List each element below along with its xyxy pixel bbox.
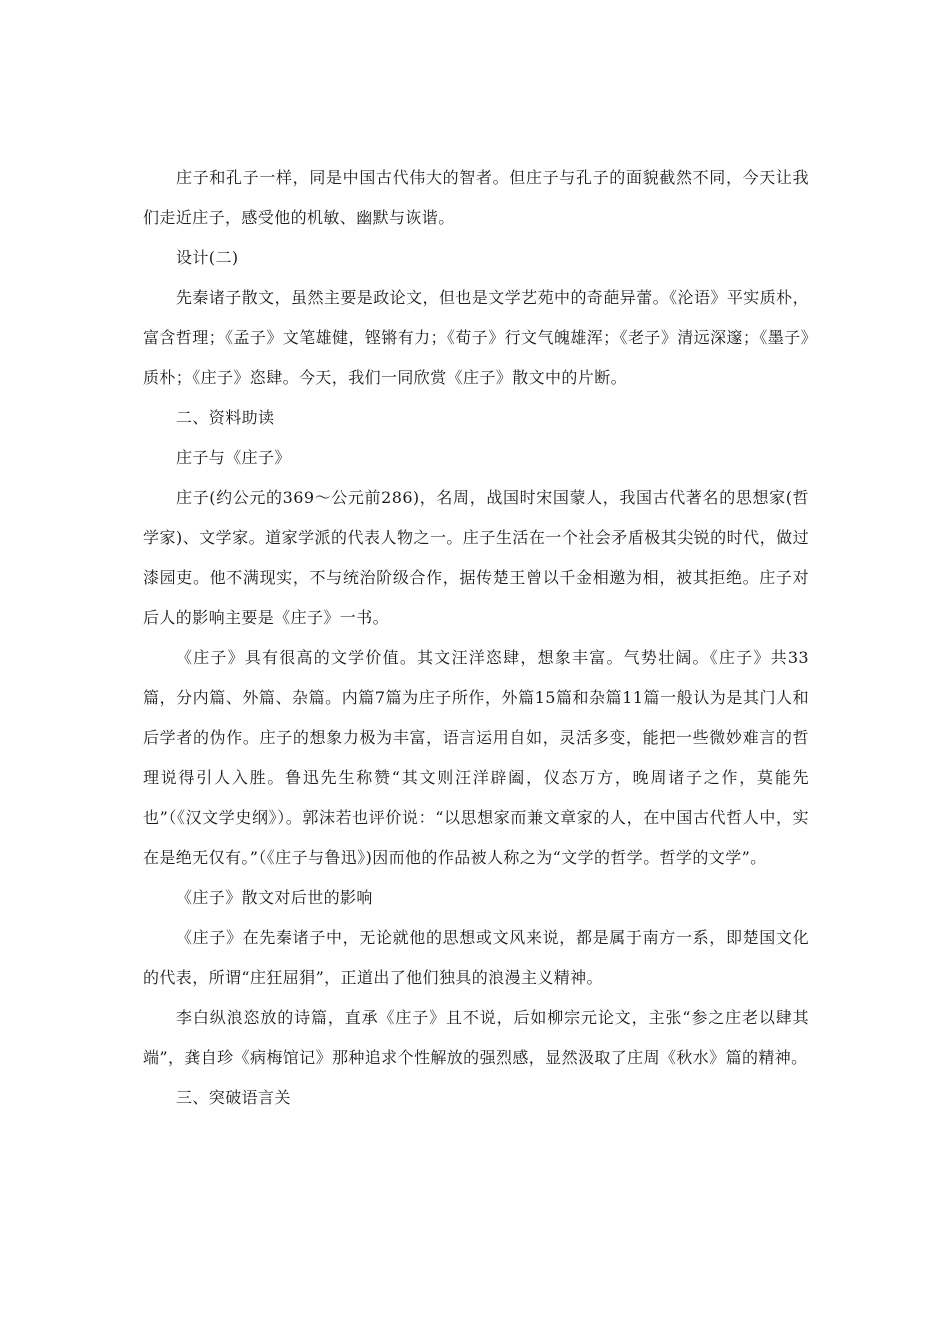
section-heading-language: 三、突破语言关 (176, 1088, 291, 1107)
pre-qin-prose-paragraph: 先秦诸子散文，虽然主要是政论文，但也是文学艺苑中的奇葩异蕾。《沦语》平实质朴，富含哲理；《孟子》文笔雄健，铿锵有力；《荀子》行文气魄雄浑；《老子》清远深邃；《墨子》质朴；《庄子》恣肆。今天，我们一同欣赏《庄子》散文中的片断。 (143, 288, 809, 387)
zhuangzi-bio-paragraph: 庄子(约公元的369～公元前286)，名周，战国时宋国蒙人，我国古代著名的思想家(哲学家)、文学家。道家学派的代表人物之一。庄子生活在一个社会矛盾极其尖锐的时代，做过漆园吏。他不满现实，不与统治阶级合作，据传楚王曾以千金相邀为相，被其拒绝。庄子对后人的影响主要是《庄子》一书。 (143, 488, 809, 627)
subheading-influence: 《庄子》散文对后世的影响 (176, 888, 373, 907)
influence-paragraph-2: 李白纵浪恣放的诗篇，直承《庄子》且不说，后如柳宗元论文，主张“参之庄老以肆其端”，龚自珍《病梅馆记》那种追求个性解放的强烈感，显然汲取了庄周《秋水》篇的精神。 (143, 1008, 809, 1067)
subheading-zhuangzi-and-book: 庄子与《庄子》 (176, 448, 291, 467)
document-body (143, 158, 809, 1118)
influence-paragraph-1: 《庄子》在先秦诸子中，无论就他的思想或文风来说，都是属于南方一系，即楚国文化的代表，所谓“庄狂屈狷”，正道出了他们独具的浪漫主义精神。 (143, 928, 809, 987)
section-heading-reading-materials: 二、资料助读 (176, 408, 275, 427)
intro-paragraph: 庄子和孔子一样，同是中国古代伟大的智者。但庄子与孔子的面貌截然不同，今天让我们走近庄子，感受他的机敏、幽默与诙谐。 (143, 168, 809, 227)
zhuangzi-literary-value-paragraph: 《庄子》具有很高的文学价值。其文汪洋恣肆，想象丰富。气势壮阔。《庄子》共33篇，分内篇、外篇、杂篇。内篇7篇为庄子所作，外篇15篇和杂篇11篇一般认为是其门人和后学者的伪作。庄子的想象力极为丰富，语言运用自如，灵活多变，能把一些微妙难言的哲理说得引人入胜。鲁迅先生称赞“其文则汪洋辟阖，仪态万方，晚周诸子之作，莫能先也”（《汉文学史纲》）。郭沫若也评价说：“以思想家而兼文章家的人，在中国古代哲人中，实在是绝无仅有。”（《庄子与鲁迅》)因而他的作品被人称之为“文学的哲学。哲学的文学”。 (143, 648, 809, 867)
section-heading-design-2: 设计(二) (176, 248, 239, 267)
